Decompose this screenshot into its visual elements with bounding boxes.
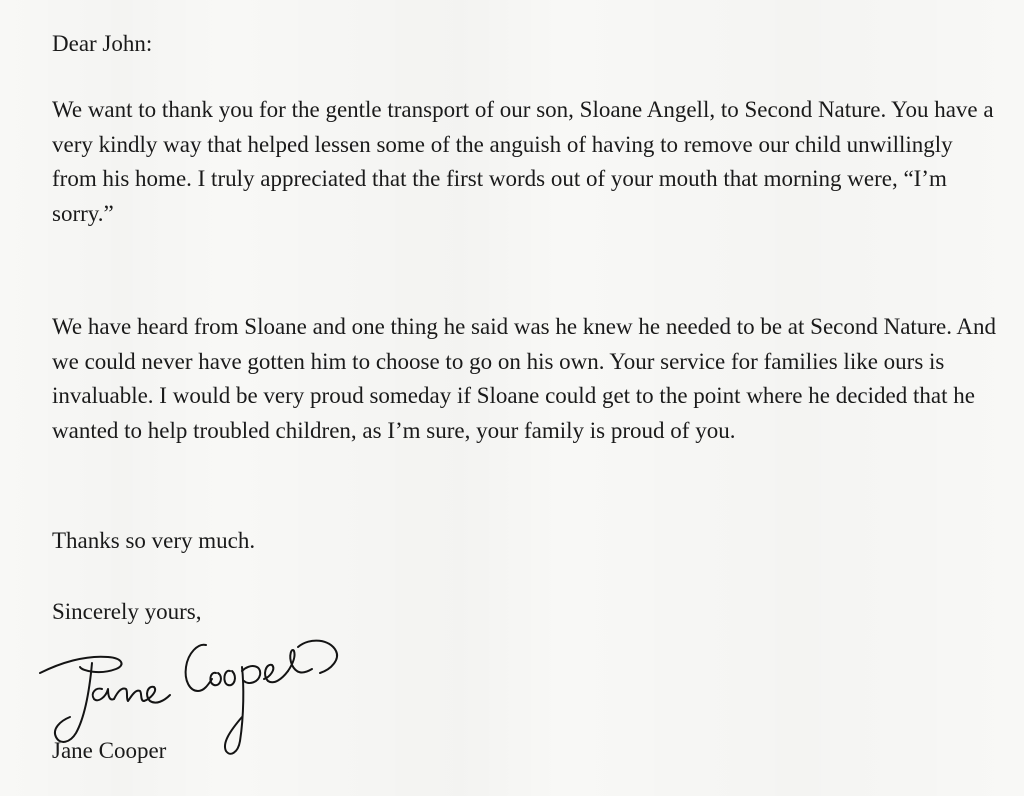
closing-line: Sincerely yours, — [52, 599, 202, 624]
thanks-line: Thanks so very much. — [52, 528, 256, 553]
paragraph-1: We want to thank you for the gentle transport of our son, Sloane Angell, to Second Nature. You have a very kindly way that helped lessen some of the anguish of having to remove our child unwillingly from his home. I truly appreciated that the first words out of your mouth that morning were, “I’m sorry.” — [52, 97, 994, 226]
paragraph-2: We have heard from Sloane and one thing he said was he knew he needed to be at Second Nature. And we could never have gotten him to choose to go on his own. Your service for families like ours is invaluable. I would be very proud someday if Sloane could get to the point where he decided that he wanted to help troubled children, as I’m sure, your family is proud of you. — [52, 314, 997, 443]
salutation: Dear John: — [52, 31, 153, 56]
signer-name: Jane Cooper — [52, 738, 167, 763]
